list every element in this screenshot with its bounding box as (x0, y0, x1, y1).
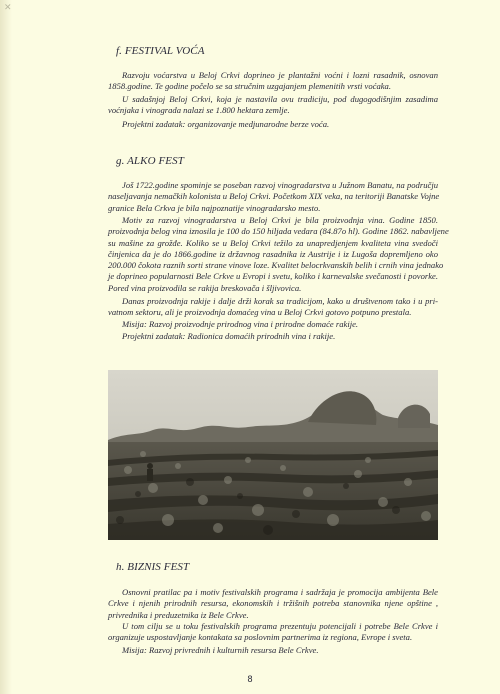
text-line: privrednika i preduzetnika iz Bele Crkve. (108, 609, 249, 620)
text-line: Projektni zadatak: Radionica domaćih prirodnih vina i rakije. (122, 331, 336, 341)
section-heading-biznis-fest: h. BIZNIS FEST (116, 561, 190, 573)
text-line: Projektni zadatak: organizovanje medjunarodne berze voća. (122, 119, 330, 129)
paragraph (108, 180, 438, 214)
text-line: proizvodnja belog vina iznosila je 100 do 150 hiljada vedara (84.87o hl). Godine 1862. nabavljene (108, 226, 449, 237)
text-line: U sadašnjoj Beloj Crkvi, koja je nastavila ovu tradiciju, pod dugogodišnjim zasadima (122, 94, 438, 104)
paragraph (108, 331, 438, 342)
paragraph (108, 587, 438, 621)
section-heading-festival-voca: f. FESTIVAL VOĆA (116, 45, 205, 57)
page-number: 8 (247, 674, 253, 684)
text-line: voćnjaka i vinograda nalazi se 1.800 hektara zemlje. (108, 105, 290, 116)
paragraph (108, 621, 438, 644)
paragraph (108, 119, 438, 130)
paragraph (108, 94, 438, 117)
text-line: su mašine za grožđe. Koliko se u Beloj Crkvi težilo za unapredjenjem kvaliteta vina svedoči (108, 237, 438, 248)
text-line: Misija: Razvoj privrednih i kulturnih resursa Bele Crkve. (122, 645, 319, 655)
text-line: 200.000 čokota raznih sorti strane vinove loze. Kvalitet belocrkvanskih belih i crnih vina jednako (108, 260, 444, 271)
text-line: organizuje uspostavljanje kontakata sa poslovnim partnerima iz regiona, Evrope i sveta. (108, 632, 413, 643)
text-line: činjenica da je do 1866.godine iz državnog rasadnika iz Austrije i iz Lugoša dopremljeno oko (108, 248, 438, 259)
text-line: Motiv za razvoj vinogradarstva u Beloj Crkvi je bila proizvodnja vina. Godine 1850. (122, 215, 438, 225)
page-edge-shadow (0, 0, 12, 694)
paragraph (108, 215, 449, 294)
text-line: Danas proizvodnja rakije i dalje drži korak sa tradicijom, kako u društvenom tako i u pri- (122, 296, 438, 306)
paragraph (108, 296, 438, 319)
text-line: Crkve i njenih prirodnih resursa, ekonomskih i tržišnih potreba stanovnika njene opštine , (108, 598, 438, 609)
corner-mark-icon: ✕ (4, 2, 12, 12)
text-line: Razvoju voćarstva u Beloj Crkvi doprineo je plantažni voćni i lozni rasadnik, osnovan (122, 70, 438, 80)
text-line: U tom cilju se u toku festivalskih programa prezentuju potencijali i potrebe Bele Crkve i (122, 621, 438, 631)
section-heading-alko-fest: g. ALKO FEST (116, 155, 184, 167)
paragraph (108, 319, 438, 330)
paragraph (108, 645, 438, 656)
text-line: Osnovni pratilac pa i motiv festivalskih programa i sadržaja je promocija ambijenta Bele (122, 587, 438, 597)
text-line: granice Bela Crkva je bila najpoznatije vinogradarsko mesto. (108, 202, 321, 213)
text-line: je doprineo popularnosti Bele Crkve u Evropi i svetu, koliko i karnevalske svečanosti i povorke. (108, 271, 438, 282)
text-line: vatnom sektoru, ali je proizvodnja domaćeg vina u Beloj Crkvi gotovo potpuno prestala. (108, 307, 412, 318)
vineyard-photo (108, 370, 438, 540)
text-line: 1858.godine. Te godine počelo se sa stručnim uzgajanjem plemenitih vrsti voćaka. (108, 81, 391, 92)
text-line: naseljavanja nemačkih kolonista u Beloj Crkvi. Početkom XIX veka, na teritoriji Banatske Vojne (108, 191, 440, 202)
text-line: Pored vina proizvodila se rakija breskovača i šljivovica. (108, 282, 302, 293)
text-line: Misija: Razvoj proizvodnje prirodnog vina i prirodne domaće rakije. (122, 319, 359, 329)
text-line: Još 1722.godine spominje se poseban razvoj vinogradarstva u Južnom Banatu, na području (122, 180, 438, 190)
paragraph (108, 70, 438, 93)
